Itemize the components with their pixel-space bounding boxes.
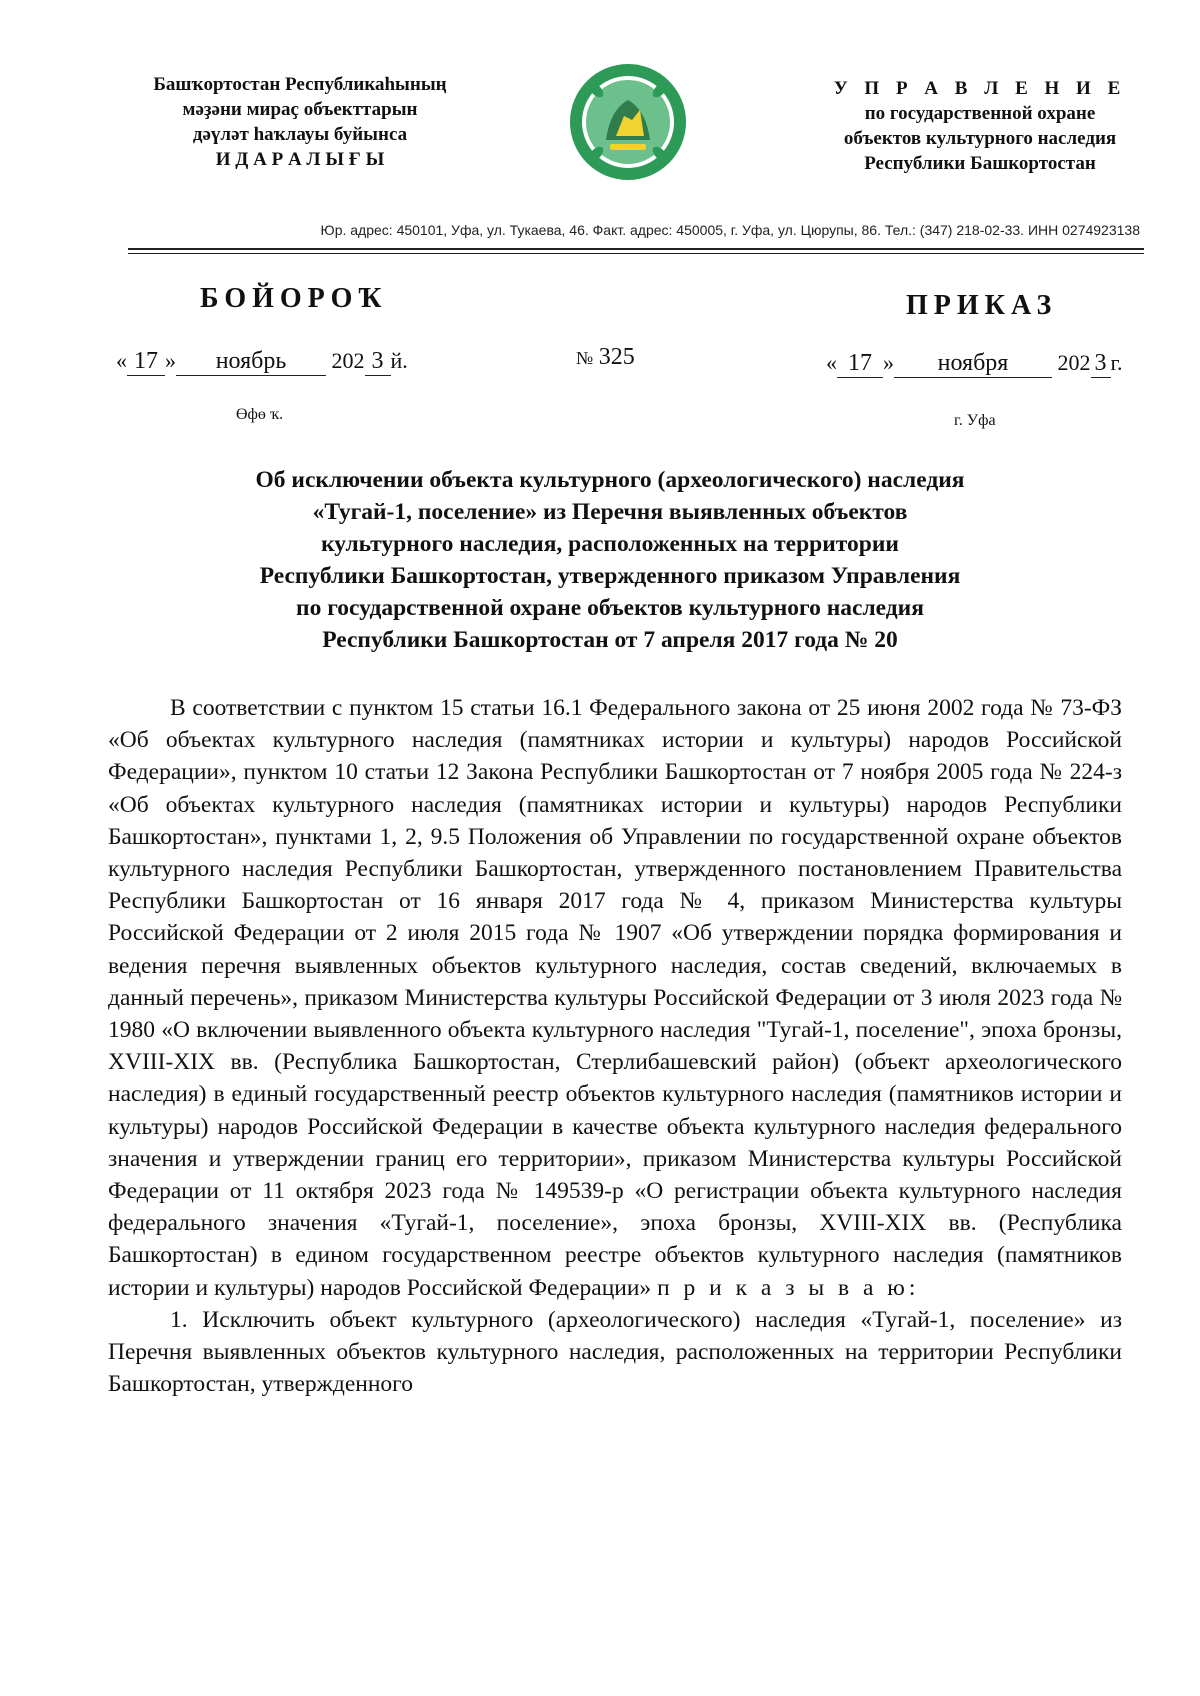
header-left-line-1: Башҡортостан Республикаһының <box>153 74 447 95</box>
title-line: культурного наследия, расположенных на территории <box>321 531 899 557</box>
header-right-block <box>790 76 1170 176</box>
date-bashkir <box>116 348 408 376</box>
date-month: ноября <box>894 350 1052 378</box>
date-open-quote: « <box>826 350 837 375</box>
date-open-quote: « <box>116 348 127 373</box>
order-number <box>576 344 635 371</box>
order-action-word: п р и к а з ы в а ю: <box>657 1274 920 1301</box>
body-paragraph-1 <box>108 692 1122 1304</box>
date-month: ноябрь <box>176 348 326 376</box>
document-body <box>108 692 1122 1400</box>
title-line: Об исключении объекта культурного (археологического) наследия <box>255 467 965 493</box>
number-value: 325 <box>598 344 635 370</box>
place-bashkir: Өфө ҡ. <box>236 406 284 423</box>
title-line: по государственной охране объектов культурного наследия <box>296 595 924 621</box>
title-line: Республики Башкортостан от 7 апреля 2017 года № 20 <box>322 627 898 653</box>
bashkortostan-emblem-icon <box>566 60 690 184</box>
body-paragraph-2: 1. Исключить объект культурного (археологического) наследия «Тугай-1, поселение» из Перечня выявленных объектов культурного наследия, расположенных на территории Республики Башкортостан, утвержденного <box>108 1306 1122 1398</box>
header-right-line-3: объектов культурного наследия <box>843 128 1117 149</box>
date-russian <box>826 350 1123 378</box>
header-left-line-3: дәүләт һаҡлауы буйынса <box>192 124 408 145</box>
date-year-digit: 3 <box>365 348 391 376</box>
organization-address: Юр. адрес: 450101, Уфа, ул. Тукаева, 46. Факт. адрес: 450005, г. Уфа, ул. Цюрупы, 86. Тел.: (347) 218-02-33. ИНН 0274923138 <box>320 222 1140 238</box>
number-label: № <box>576 348 594 368</box>
date-suffix: г. <box>1110 350 1123 375</box>
order-kind-russian: ПРИКАЗ <box>906 290 1058 321</box>
date-year-prefix: 202 <box>331 348 365 373</box>
date-day: 17 <box>127 348 165 376</box>
date-year-digit: 3 <box>1091 350 1111 378</box>
date-day: 17 <box>837 350 883 378</box>
date-year-prefix: 202 <box>1057 350 1091 375</box>
title-line: Республики Башкортостан, утвержденного приказом Управления <box>259 563 961 589</box>
title-line: «Тугай-1, поселение» из Перечня выявленных объектов <box>312 499 908 525</box>
header-left-line-2: мәҙәни мираҫ объекттарын <box>182 99 418 120</box>
header-divider-thin <box>128 253 1144 254</box>
place-russian: г. Уфа <box>954 412 996 429</box>
body-paragraph-1-text: В соответствии с пунктом 15 статьи 16.1 Федерального закона от 25 июня 2002 года № 73-ФЗ «Об объектах культурного наследия (памятниках истории и культуры) народов Российской Федерации», пунктом 10 статьи 12 Закона Республики Башкортостан от 7 ноября 2005 года № 224-з «Об объектах культурного наследия (памятниках истории и культуры) народов Республики Башкортостан», пунктами 1, 2, 9.5 Положения об Управлении по государственной охране объектов культурного наследия Республики Башкортостан, утвержденного постановлением Правительства Республики Башкортостан от 16 января 2017 года № 4, приказом Министерства культуры Российской Федерации от 2 июля 2015 года № 1907 «Об утверждении порядка формирования и ведения перечня выявленных объектов культурного наследия, состав сведений, включаемых в данный перечень», приказом Министерства культуры Российской Федерации от 3 июля 2023 года № 1980 «О включении выявленного объекта культурного наследия "Тугай-1, поселение", эпоха бронзы, XVIII-XIX вв. (Республика Башкортостан, Стерлибашевский район) (объект археологического наследия) в единый государственный реестр объектов культурного наследия (памятников истории и культуры) народов Российской Федерации в качестве объекта культурного наследия федерального значения и утверждении границ его территории», приказом Министерства культуры Российской Федерации от 11 октября 2023 года № 149539-р «О регистрации объекта культурного наследия федерального значения «Тугай-1, поселение», эпоха бронзы, XVIII-XIX вв. (Республика Башкортостан) в едином государственном реестре объектов культурного наследия (памятников истории и культуры) народов Российской Федерации» <box>108 695 1122 1301</box>
header-right-line-4: Республики Башкортостан <box>864 153 1096 174</box>
header-right-line-2: по государственной охране <box>864 103 1096 124</box>
order-kind-bashkir: БОЙОРОҠ <box>200 283 388 314</box>
date-suffix: й. <box>390 348 408 373</box>
date-close-quote: » <box>883 350 894 375</box>
date-close-quote: » <box>165 348 176 373</box>
header-left-block <box>100 72 500 172</box>
header-divider-thick <box>128 248 1144 250</box>
document-title <box>140 464 1080 656</box>
header-left-line-4: И Д А Р А Л Ы Ғ Ы <box>215 149 385 170</box>
header-right-line-1: У П Р А В Л Е Н И Е <box>833 78 1127 99</box>
